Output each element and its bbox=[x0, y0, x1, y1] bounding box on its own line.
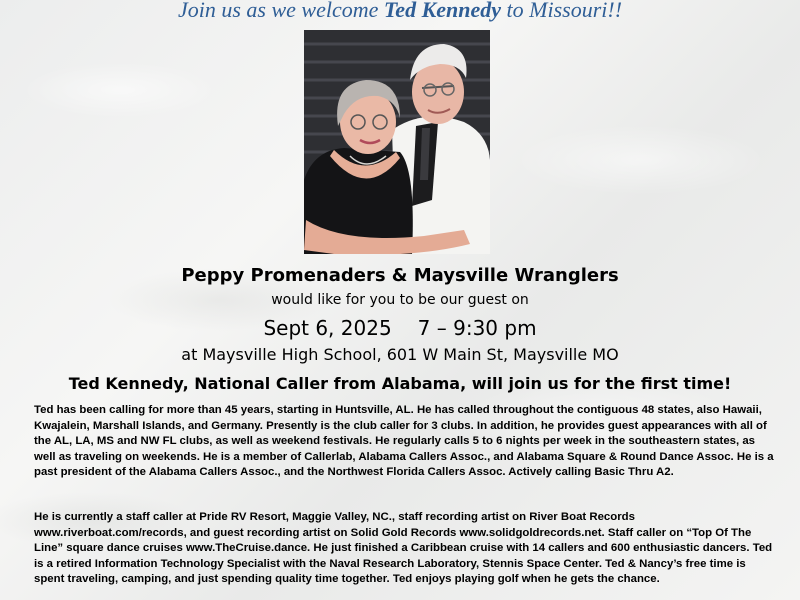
event-date: Sept 6, 2025 bbox=[263, 316, 392, 340]
headline-suffix: to Missouri!! bbox=[501, 0, 623, 22]
event-time: 7 – 9:30 pm bbox=[417, 316, 537, 340]
club-names: Peppy Promenaders & Maysville Wranglers bbox=[181, 265, 619, 286]
couple-photo bbox=[304, 30, 490, 254]
invitation-line: would like for you to be our guest on bbox=[271, 292, 529, 308]
bio-paragraph-2: He is currently a staff caller at Pride RV Resort, Maggie Valley, NC., staff recording artist on River Boat Records www.riverboat.com/records, and guest recording artist on Solid Gold Records www.solidgoldrecords.net. Staff caller on “Top Of The Line” square dance cruises www.TheCruise.dance. He just finished a Caribbean cruise with 14 callers and 600 enthusiastic dancers. Ted is a retired Information Technology Specialist with the Naval Research Laboratory, Stennis Space Center. Ted & Nancy’s free time is spent traveling, camping, and just spending quality time together. Ted enjoys playing golf when he gets the chance. bbox=[34, 511, 773, 586]
headline bbox=[0, 0, 800, 24]
bio-paragraph-1: Ted has been calling for more than 45 years, starting in Huntsville, AL. He has called throughout the contiguous 48 states, also Hawaii, Kwajalein, Marshall Islands, and Germany. Presently is the club caller for 3 clubs. In addition, he provides guest appearances with all of the AL, LA, MS and NW FL clubs, as well as weekend festivals. He regularly calls 5 to 6 nights per week in the southeastern states, as well as traveling on weekends. He is a member of Callerlab, Alabama Callers Assoc., and Alabama Square & Round Dance Assoc. He is a past president of the Alabama Callers Assoc., and the Northwest Florida Callers Assoc. Actively calling Basic Thru A2. bbox=[34, 404, 774, 479]
announcement: Ted Kennedy, National Caller from Alabama, will join us for the first time! bbox=[68, 374, 732, 393]
event-location: at Maysville High School, 601 W Main St, Maysville MO bbox=[181, 345, 619, 364]
headline-name: Ted Kennedy bbox=[383, 0, 502, 22]
headline-prefix: Join us as we welcome bbox=[177, 0, 384, 22]
event-datetime bbox=[0, 314, 800, 342]
